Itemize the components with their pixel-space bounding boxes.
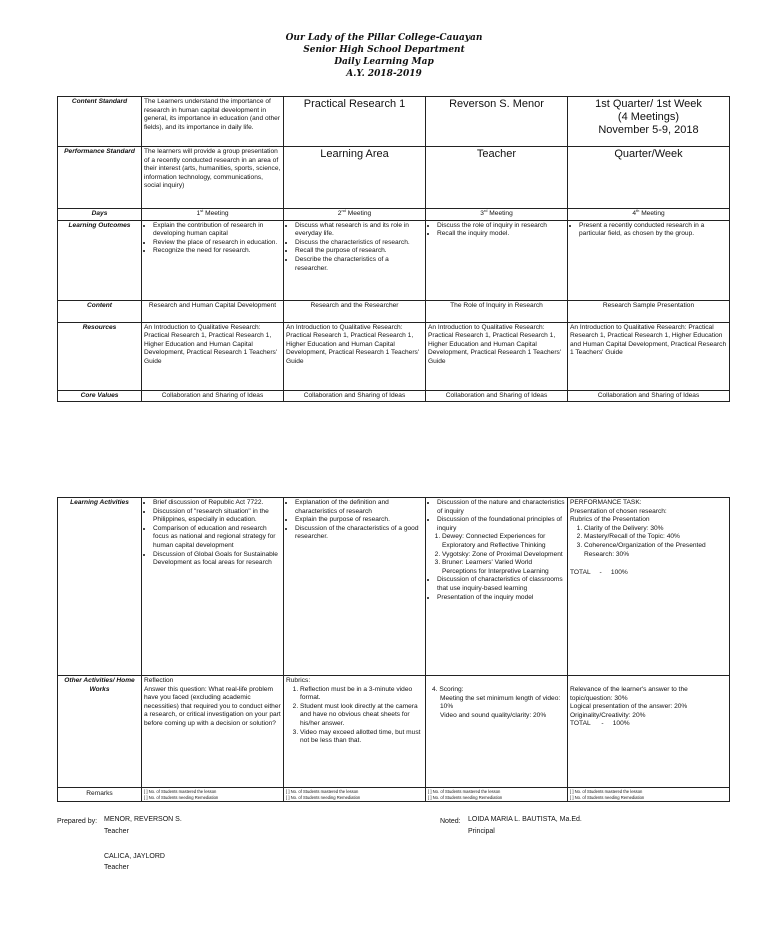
subject-name: Practical Research 1 [303,98,406,110]
scoring-item: Meeting the set minimum length of video: 10% [440,694,561,711]
list-item: 3. Coherence/Organization of the Presented Research: 30% [584,542,727,559]
academic-year: A.Y. 2018-2019 [346,69,422,79]
teacher-cell [426,97,568,147]
outcomes-m1 [142,220,284,300]
list-item: • Describe the characteristics of a researcher. [295,256,423,273]
other-m4 [568,676,730,788]
remarks-label: Remarks [58,788,142,802]
core-values-label: Core Values [58,390,142,402]
outcomes-m4 [568,220,730,300]
list-item: • Discuss the characteristics of research. [295,239,423,248]
outcomes-m3 [426,220,568,300]
content-m3: The Role of Inquiry in Research [426,300,568,322]
rubric-title: Rubrics of the Presentation [570,516,650,524]
performance-task-subtitle: Presentation of chosen research: [570,507,667,515]
list-item: • Discussion of the characteristics of a good researcher. [295,525,423,542]
list-item: • Explain the contribution of research in developing human capital [153,222,281,239]
preparer-1-name: MENOR, REVERSON S. [104,816,182,823]
resources-m4: An Introduction to Qualitative Research: Practical Research 1, Practical Research 1, Higher Education and Human Capital Development, Practical Research 1 Teachers' Guide [568,322,730,390]
meeting-count: (4 Meetings) [617,111,680,123]
scoring-item: Video and sound quality/clarity: 20% [440,711,547,719]
other-m2 [284,676,426,788]
outcomes-m2 [284,220,426,300]
day-3: 3rd Meeting [426,209,568,221]
list-item: • Discussion of characteristics of classrooms that use inquiry-based learning [437,576,565,593]
content-standard-text: The Learners understand the importance of research in human capital development in general, its importance in education (and other fields), and its importance in daily life. [142,97,284,147]
other-activities-label: Other Activities/ Home Works [58,676,142,788]
teacher-name: Reverson S. Menor [449,98,544,110]
subject-cell [284,97,426,147]
list-item: • Discuss the role of inquiry in research [437,222,565,231]
day-4: 4th Meeting [568,209,730,221]
scoring-item: Originality/Creativity: 20% [570,711,646,719]
core-values-m1: Collaboration and Sharing of Ideas [142,390,284,402]
list-item: • Comparison of education and research focus as national and regional strategy for human capital development [153,525,281,551]
core-values-m3: Collaboration and Sharing of Ideas [426,390,568,402]
day-2: 2nd Meeting [284,209,426,221]
list-item: • Explain the purpose of research. [295,516,423,525]
quarter-caption: Quarter/Week [568,147,730,209]
performance-standard-text: The learners will provide a group presentation of a recently conducted research in an area of their interest (arts, humanities, sports, science, information technology, communications, social inquiry) [142,147,284,209]
scoring-title: 4. Scoring: [432,686,464,693]
remarks-m1: [ ] No. of Students mastered the lesson [ ] No. of Students needing Remediation [142,788,284,802]
department-name: Senior High School Department [303,45,465,55]
content-m1: Research and Human Capital Development [142,300,284,322]
activities-m3 [426,498,568,676]
quarter-week: 1st Quarter/ 1st Week [595,98,702,110]
list-item: • Recall the purpose of research. [295,247,423,256]
list-item: • Discussion of "research situation" in the Philippines, especially in education. [153,508,281,525]
days-label: Days [58,209,142,221]
noted-label: Noted: [440,818,461,825]
core-values-m4: Collaboration and Sharing of Ideas [568,390,730,402]
performance-standard-label: Performance Standard [58,147,142,209]
other-m3 [426,676,568,788]
remarks-m3: [ ] No. of Students mastered the lesson [ ] No. of Students needing Remediation [426,788,568,802]
list-item: 2. Mastery/Recall of the Topic: 40% [584,533,727,542]
learning-map-table-top [57,96,730,402]
list-item: 1. Dewey: Connected Experiences for Exploratory and Reflective Thinking [442,533,565,550]
list-item: 3. Bruner: Learners' Varied World Perceptions for Interpretive Learning [442,559,565,576]
activities-m1 [142,498,284,676]
content-m2: Research and the Researcher [284,300,426,322]
reflection-title: Reflection [144,677,174,684]
prepared-by-label: Prepared by: [57,818,98,825]
resources-m1: An Introduction to Qualitative Research: Practical Research 1, Practical Research 1, Higher Education and Human Capital Development, Practical Research 1 Teachers' Guide [142,322,284,390]
list-item: • Discussion of Global Goals for Sustainable Development as focal areas for research [153,551,281,568]
remarks-m4: [ ] No. of Students mastered the lesson [ ] No. of Students needing Remediation [568,788,730,802]
principal-name: LOIDA MARIA L. BAUTISTA, Ma.Ed. [468,816,582,823]
activities-m2 [284,498,426,676]
rubric-total: TOTAL - 100% [570,569,628,577]
list-item: • Presentation of the inquiry model [437,594,565,603]
rubrics-title: Rubrics: [286,677,311,684]
list-item: • Discussion of the nature and characteristics of inquiry [437,499,565,516]
learning-outcomes-label: Learning Outcomes [58,220,142,300]
content-standard-label: Content Standard [58,97,142,147]
list-item: 2. Student must look directly at the camera and have no obvious cheat sheets for his/her answer. [300,703,423,729]
preparer-1-role: Teacher [104,828,129,835]
list-item: • Brief discussion of Republic Act 7722. [153,499,281,508]
scoring-total: TOTAL - 100% [570,720,630,728]
list-item: • Discussion of the foundational principles of inquiry [437,516,565,533]
content-m4: Research Sample Presentation [568,300,730,322]
teacher-caption: Teacher [426,147,568,209]
list-item: • Present a recently conducted research in a particular field, as chosen by the group. [579,222,727,239]
school-name: Our Lady of the Pillar College-Cauayan [285,33,483,43]
performance-task-title: PERFORMANCE TASK: [570,499,642,506]
content-label: Content [58,300,142,322]
principal-role: Principal [468,828,495,835]
document-title: Daily Learning Map [334,57,434,67]
list-item: 1. Clarity of the Delivery: 30% [584,525,727,534]
date-range: November 5-9, 2018 [598,124,699,136]
list-item: • Review the place of research in education. [153,239,281,248]
list-item: • Explanation of the definition and characteristics of research [295,499,423,516]
list-item: 1. Reflection must be in a 3-minute video format. [300,686,423,703]
list-item: • Recognize the need for research. [153,247,281,256]
learning-activities-label: Learning Activities [58,498,142,676]
reflection-text: Answer this question: What real-life problem have you faced (excluding academic necessities) that required you to conduct either a research, or critical investigation on your part before coming up with a decision or solution? [144,685,281,727]
day-1: 1st Meeting [142,209,284,221]
scoring-item: Relevance of the learner's answer to the topic/question: 30% [570,686,688,702]
list-item: 2. Vygotsky: Zone of Proximal Development [442,551,565,560]
resources-m3: An Introduction to Qualitative Research: Practical Research 1, Practical Research 1, Higher Education and Human Capital Development, Practical Research 1 Teachers' Guide [426,322,568,390]
remarks-m2: [ ] No. of Students mastered the lesson [ ] No. of Students needing Remediation [284,788,426,802]
resources-m2: An Introduction to Qualitative Research: Practical Research 1, Practical Research 1, Higher Education and Human Capital Development, Practical Research 1 Teachers' Guide [284,322,426,390]
activities-m4 [568,498,730,676]
core-values-m2: Collaboration and Sharing of Ideas [284,390,426,402]
quarter-cell [568,97,730,147]
list-item: 3. Video may exceed allotted time, but must not be less than that. [300,729,423,746]
list-item: • Recall the inquiry model. [437,230,565,239]
other-m1 [142,676,284,788]
learning-map-table-bottom [57,497,730,802]
preparer-2-name: CALICA, JAYLORD [104,853,165,860]
learning-area-caption: Learning Area [284,147,426,209]
preparer-2-role: Teacher [104,864,129,871]
list-item: • Discuss what research is and its role in everyday life. [295,222,423,239]
scoring-item: Logical presentation of the answer: 20% [570,703,688,711]
resources-label: Resources [58,322,142,390]
